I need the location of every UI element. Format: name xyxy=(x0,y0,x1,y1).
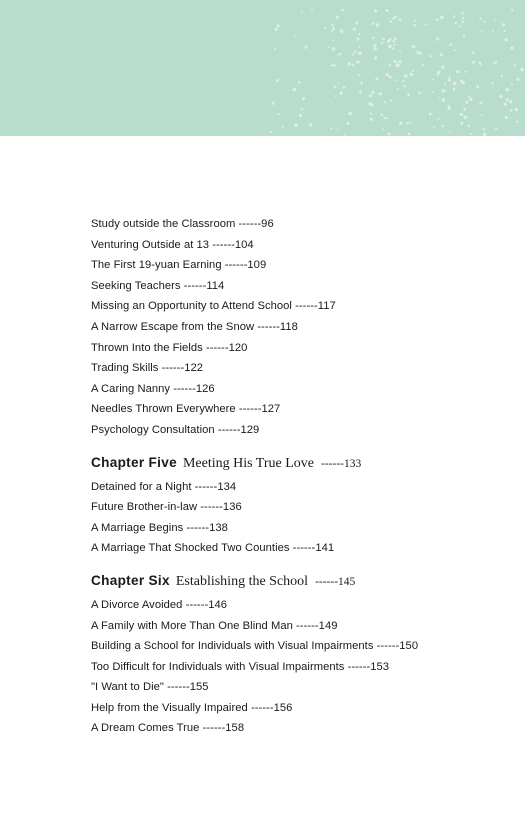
braille-dots-decoration xyxy=(0,0,525,136)
toc-entry[interactable]: A Dream Comes True ------158 xyxy=(91,722,245,735)
toc-entry[interactable]: Help from the Visually Impaired ------156 xyxy=(91,701,293,714)
chapter-title: Meeting His True Love xyxy=(182,455,315,471)
toc-entry[interactable]: Seeking Teachers ------114 xyxy=(91,279,225,292)
toc-entry[interactable]: Trading Skills ------122 xyxy=(91,362,204,375)
chapter-number: Chapter Five xyxy=(91,454,177,470)
toc-entry[interactable]: A Narrow Escape from the Snow ------118 xyxy=(91,320,298,333)
toc-entry[interactable]: A Marriage That Shocked Two Counties ------141 xyxy=(91,542,335,555)
toc-group-b xyxy=(91,477,511,559)
toc-entry[interactable]: Study outside the Classroom ------96 xyxy=(91,218,274,230)
chapter-page: ------133 xyxy=(321,457,362,470)
chapter-page: ------145 xyxy=(315,575,356,588)
toc-entry[interactable]: Thrown Into the Fields ------120 xyxy=(91,341,248,354)
toc-entry[interactable]: "I Want to Die" ------155 xyxy=(91,681,209,694)
toc-entry[interactable]: A Family with More Than One Blind Man ------149 xyxy=(91,619,338,632)
header-band xyxy=(0,0,525,136)
toc-entry[interactable]: The First 19-yuan Earning ------109 xyxy=(91,259,267,272)
toc-entry[interactable]: Psychology Consultation ------129 xyxy=(91,423,260,436)
toc-entry[interactable]: Building a School for Individuals with Visual Impairments ------150 xyxy=(91,640,419,653)
toc-entry[interactable]: A Divorce Avoided ------146 xyxy=(91,598,228,611)
toc-entry[interactable]: Detained for a Night ------134 xyxy=(91,480,237,493)
chapter-six-heading[interactable] xyxy=(91,571,511,591)
toc-entry[interactable]: Needles Thrown Everywhere ------127 xyxy=(91,403,281,416)
toc-entry[interactable]: Missing an Opportunity to Attend School ------117 xyxy=(91,300,336,313)
table-of-contents xyxy=(91,214,511,739)
toc-entry[interactable]: Venturing Outside at 13 ------104 xyxy=(91,238,254,251)
toc-group-c xyxy=(91,595,511,739)
toc-entry[interactable]: A Marriage Begins ------138 xyxy=(91,521,228,534)
toc-group-a xyxy=(91,214,511,441)
toc-entry[interactable]: A Caring Nanny ------126 xyxy=(91,382,215,395)
toc-entry[interactable]: Future Brother-in-law ------136 xyxy=(91,501,242,514)
chapter-title: Establishing the School xyxy=(175,573,309,589)
toc-entry[interactable]: Too Difficult for Individuals with Visual Impairments ------153 xyxy=(91,660,390,673)
chapter-five-heading[interactable] xyxy=(91,453,511,473)
chapter-number: Chapter Six xyxy=(91,572,170,588)
